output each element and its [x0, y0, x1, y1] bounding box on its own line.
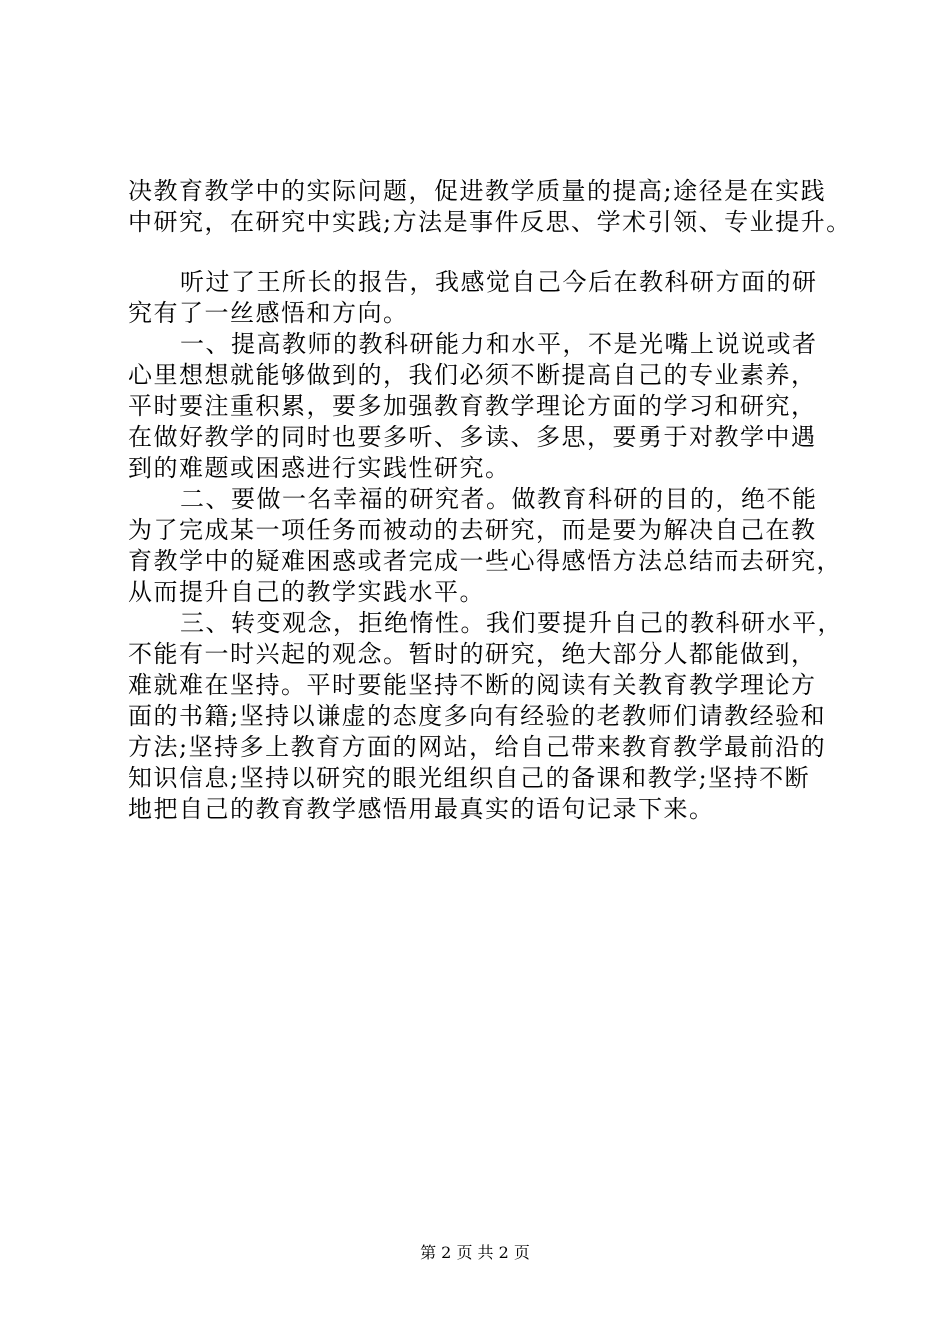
- paragraph-first-line: 二、要做一名幸福的研究者。做教育科研的目的，绝不能: [180, 485, 818, 513]
- body-text-line: 中研究，在研究中实践;方法是事件反思、学术引领、专业提升。: [128, 208, 852, 236]
- body-text-line: 决教育教学中的实际问题，促进教学质量的提高;途径是在实践: [128, 177, 827, 205]
- body-text-line: 知识信息;坚持以研究的眼光组织自己的备课和教学;坚持不断: [128, 764, 811, 792]
- body-text-line: 平时要注重积累，要多加强教育教学理论方面的学习和研究，: [128, 392, 817, 420]
- body-text-line: 方法;坚持多上教育方面的网站，给自己带来教育教学最前沿的: [128, 733, 827, 761]
- paragraph-first-line: 三、转变观念，拒绝惰性。我们要提升自己的教科研水平，: [180, 609, 843, 637]
- body-text-line: 究有了一丝感悟和方向。: [128, 299, 409, 327]
- body-text-line: 到的难题或困惑进行实践性研究。: [128, 454, 511, 482]
- paragraph-first-line: 听过了王所长的报告，我感觉自己今后在教科研方面的研: [180, 268, 818, 296]
- body-text-line: 从而提升自己的教学实践水平。: [128, 578, 485, 606]
- paragraph-first-line: 一、提高教师的教科研能力和水平，不是光嘴上说说或者: [180, 330, 818, 358]
- body-text-line: 心里想想就能够做到的，我们必须不断提高自己的专业素养，: [128, 361, 817, 389]
- body-text-line: 育教学中的疑难困惑或者完成一些心得感悟方法总结而去研究，: [128, 547, 842, 575]
- body-text-line: 面的书籍;坚持以谦虚的态度多向有经验的老教师们请教经验和: [128, 702, 827, 730]
- body-text-line: 不能有一时兴起的观念。暂时的研究，绝大部分人都能做到，: [128, 640, 817, 668]
- body-text-line: 地把自己的教育教学感悟用最真实的语句记录下来。: [128, 795, 715, 823]
- body-text-line: 为了完成某一项任务而被动的去研究，而是要为解决自己在教: [128, 516, 817, 544]
- page-number-footer: 第 2 页 共 2 页: [420, 1243, 530, 1262]
- body-text-line: 在做好教学的同时也要多听、多读、多思，要勇于对教学中遇: [128, 423, 817, 451]
- body-text-line: 难就难在坚持。平时要能坚持不断的阅读有关教育教学理论方: [128, 671, 817, 699]
